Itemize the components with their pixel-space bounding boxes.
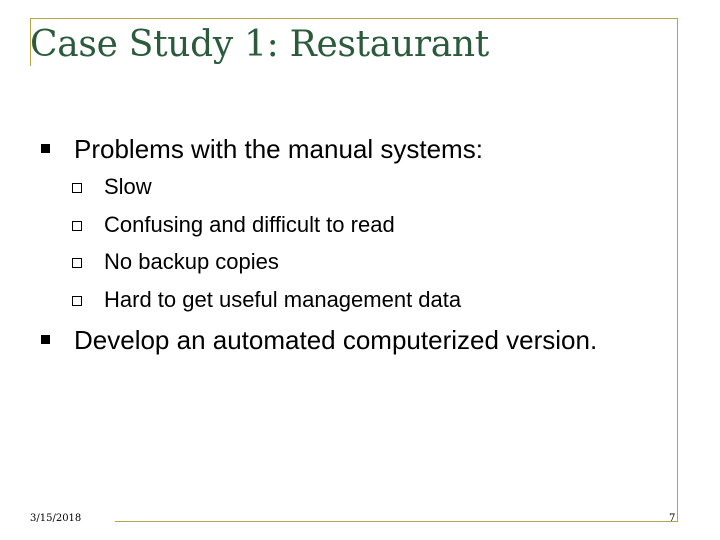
- filled-square-bullet-icon: [41, 144, 50, 153]
- sub-item-confusing: [104, 210, 461, 248]
- frame-right-line: [677, 18, 678, 522]
- sub-item-management-data: [104, 285, 461, 323]
- frame-bottom-line: [115, 521, 678, 522]
- sub-item-text: Hard to get useful management data: [104, 286, 462, 312]
- hollow-square-bullet-icon: [72, 183, 82, 193]
- bullet-develop-text: Develop an automated computerized version.: [74, 325, 598, 355]
- filled-square-bullet-icon: [41, 335, 50, 344]
- sub-item-text: Slow: [104, 174, 152, 199]
- hollow-square-bullet-icon: [72, 258, 82, 268]
- sub-item-text: Confusing and difficult to read: [104, 211, 395, 237]
- bullet-problems: [74, 134, 483, 165]
- bullet-develop: [74, 325, 597, 356]
- problems-sub-list: [104, 172, 461, 322]
- footer-page-number: 7: [669, 513, 676, 524]
- sub-item-no-backup: [104, 247, 461, 285]
- slide-title: Case Study 1: Restaurant: [30, 24, 489, 65]
- footer-date: 3/15/2018: [30, 513, 85, 524]
- bullet-problems-text: Problems with the manual systems:: [74, 134, 483, 164]
- sub-item-text: No backup copies: [104, 249, 279, 274]
- hollow-square-bullet-icon: [72, 296, 82, 306]
- frame-top-line: [30, 18, 678, 19]
- sub-item-slow: [104, 172, 461, 210]
- hollow-square-bullet-icon: [72, 221, 82, 231]
